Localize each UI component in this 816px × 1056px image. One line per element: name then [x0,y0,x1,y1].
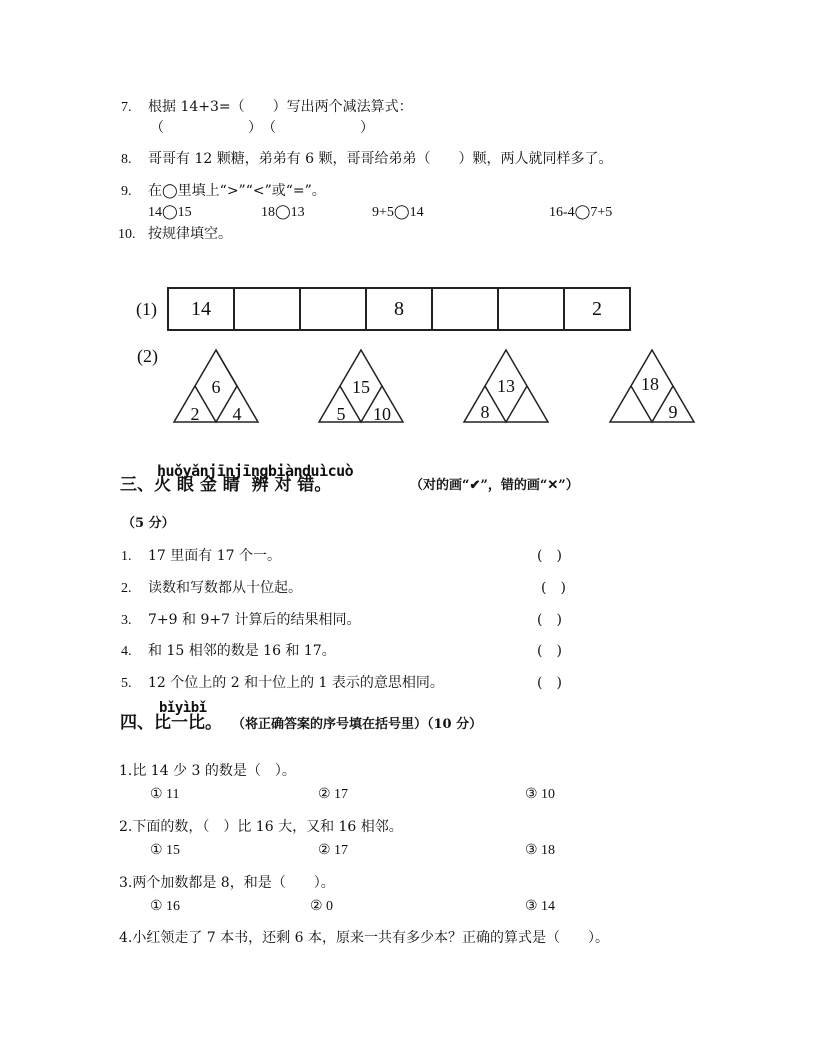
choice-q3-option-1: ① 16 [150,899,181,914]
item-9-text: 在◯里填上“>”“<”或“=”。 [148,183,326,199]
judge-2-number: 2. [121,581,132,596]
pattern2-label: (2) [137,346,158,366]
choice-q2-option-3: ③ 18 [525,843,556,858]
choice-q3-option-3: ③ 14 [525,899,556,914]
item-7-answer-blanks: （ ） （ ） [150,120,374,136]
judge-4-number: 4. [121,644,132,659]
triangle-3-left: 8 [480,402,490,422]
triangle-3-top: 13 [497,376,515,396]
triangle-4-right: 9 [668,402,678,422]
section3-instruction: （对的画“✔”，错的画“✕”） [410,478,579,493]
judge-5-number: 5. [121,676,132,691]
compare-4: 16-4◯7+5 [549,205,613,220]
choice-q2: 2.下面的数，（ ）比 16 大，又和 16 相邻。 [119,819,403,835]
section4-instruction: （将正确答案的序号填在括号里）（10 分） [232,717,483,732]
choice-q1-option-3: ③ 10 [525,787,556,802]
triangle-1-left: 2 [190,404,200,424]
choice-q1-option-2: ② 17 [318,787,349,802]
choice-q2-option-2: ② 17 [318,843,349,858]
section4-pinyin: bǐyìbǐ [159,700,207,716]
judge-1-number: 1. [121,549,132,564]
triangle-2-right: 10 [373,404,391,424]
judge-3-text: 7+9 和 9+7 计算后的结果相同。 [148,612,361,628]
item-7-text: 根据 14+3=（ ）写出两个减法算式： [148,99,413,115]
judge-3-number: 3. [121,613,132,628]
judge-2-answer: ( ) [541,580,566,596]
choice-q3: 3.两个加数都是 8，和是（ ）。 [119,875,335,891]
section4-title: 四、比一比。 [120,713,222,733]
triangle-4-top: 18 [641,374,659,394]
choice-q1: 1.比 14 少 3 的数是（ ）。 [119,763,296,779]
judge-4-answer: ( ) [537,643,562,659]
triangle-1-right: 4 [232,404,242,424]
judge-1-answer: ( ) [537,548,562,564]
judge-2-text: 读数和写数都从十位起。 [148,580,302,596]
pattern1-label: (1) [136,299,157,319]
section3-pinyin: huǒyǎnjīnjīngbiànduìcuò [157,462,354,480]
choice-q1-option-1: ① 11 [150,787,180,802]
choice-q3-option-2: ② 0 [310,899,334,914]
item-7-number: 7. [121,100,132,115]
section3-title: 三、火 眼 金 睛 辨 对 错。 [120,475,332,495]
item-10-text: 按规律填空。 [148,226,232,242]
item-10-number: 10. [118,227,136,242]
choice-q2-option-1: ① 15 [150,843,181,858]
item-8-text: 哥哥有 12 颗糖，弟弟有 6 颗，哥哥给弟弟（ ）颗，两人就同样多了。 [148,151,613,167]
item-9-number: 9. [121,184,132,199]
compare-3: 9+5◯14 [372,205,424,220]
compare-2: 18◯13 [261,205,305,220]
pattern-cell: 8 [367,288,433,330]
judge-1-text: 17 里面有 17 个一。 [148,548,281,564]
choice-q4: 4.小红领走了 7 本书，还剩 6 本，原来一共有多少本？正确的算式是（ ）。 [119,930,609,946]
pattern-cell: 14 [169,288,235,330]
triangle-2-top: 15 [352,377,370,397]
item-8-number: 8. [121,152,132,167]
triangle-1-top: 6 [211,377,221,397]
judge-3-answer: ( ) [537,612,562,628]
compare-1: 14◯15 [148,205,192,220]
judge-5-text: 12 个位上的 2 和十位上的 1 表示的意思相同。 [148,675,444,691]
judge-4-text: 和 15 相邻的数是 16 和 17。 [148,643,336,659]
triangle-2-left: 5 [336,404,346,424]
judge-5-answer: ( ) [537,675,562,691]
pattern-cell: 2 [592,297,602,320]
section3-score: （5 分） [122,516,175,531]
